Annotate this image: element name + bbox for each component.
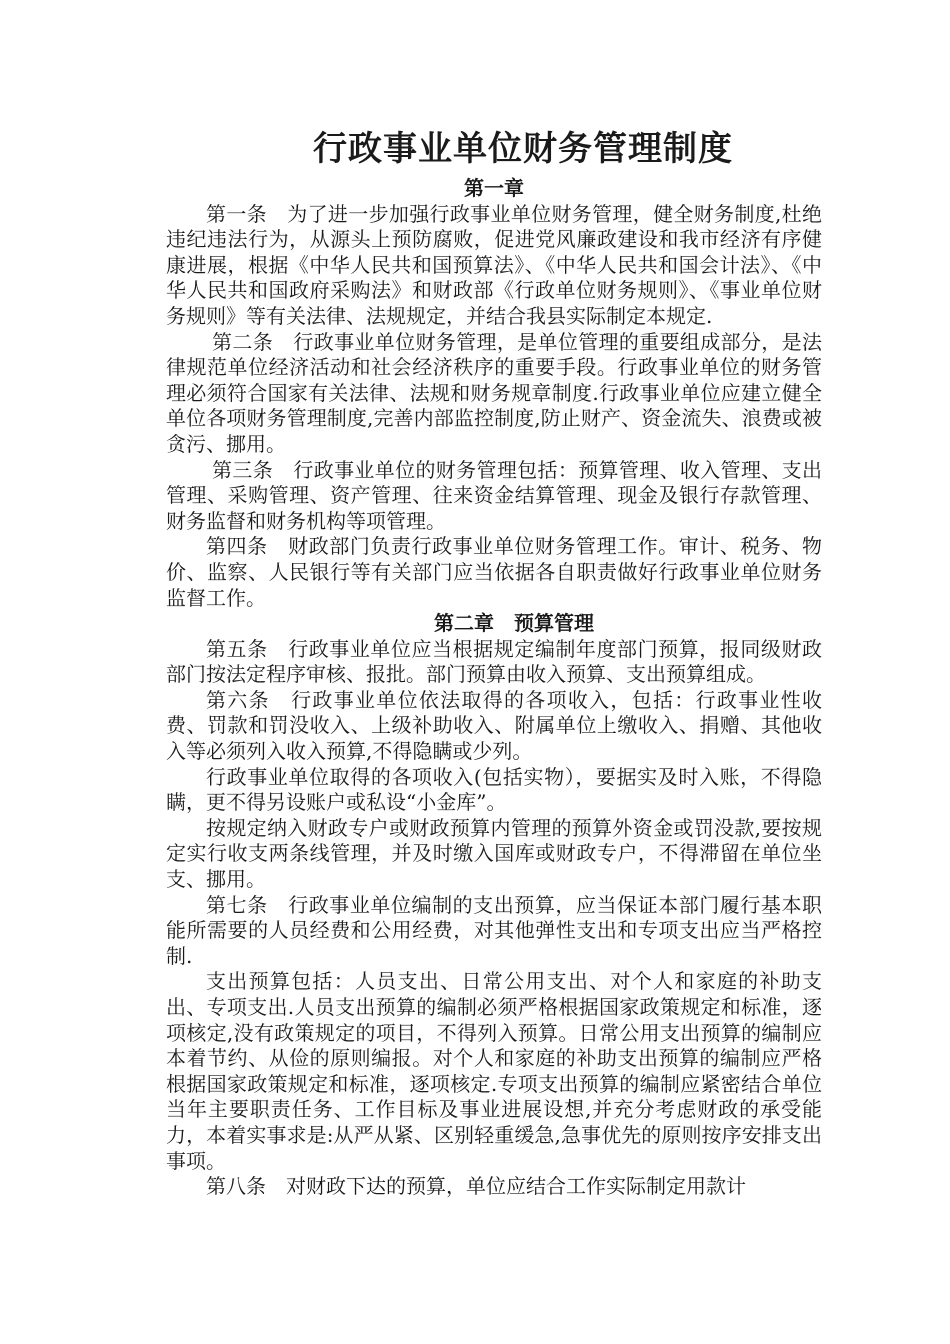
document-page: [166, 126, 822, 1200]
chapter-2-heading: 第二章 预算管理: [434, 611, 594, 636]
chapter-1-heading: 第一章: [464, 176, 524, 200]
article-2: 第二条 行政事业单位财务管理，是单位管理的重要组成部分，是法律规范单位经济活动和社会经济秩序的重要手段。行政事业单位的财务管理必须符合国家有关法律、法规和财务规章制度.行政事业单位应建立健全单位各项财务管理制度,完善内部监控制度,防止财产、资金流失、浪费或被贪污、挪用。: [166, 329, 822, 456]
article-3: 第三条 行政事业单位的财务管理包括：预算管理、收入管理、支出管理、采购管理、资产管理、往来资金结算管理、现金及银行存款管理、财务监督和财务机构等项管理。: [166, 457, 822, 533]
article-6-income-paragraph: 行政事业单位取得的各项收入(包括实物），要据实及时入账，不得隐瞒，更不得另设账户或私设“小金库”。: [166, 764, 822, 815]
article-6-fund-paragraph: 按规定纳入财政专户或财政预算内管理的预算外资金或罚没款,要按规定实行收支两条线管理，并及时缴入国库或财政专户，不得滞留在单位坐支、挪用。: [166, 815, 822, 892]
article-7: 第七条 行政事业单位编制的支出预算，应当保证本部门履行基本职能所需要的人员经费和公用经费，对其他弹性支出和专项支出应当严格控制.: [166, 892, 822, 968]
article-4: 第四条 财政部门负责行政事业单位财务管理工作。审计、税务、物价、监察、人民银行等有关部门应当依据各自职责做好行政事业单位财务监督工作。: [166, 534, 822, 610]
article-8: 第八条 对财政下达的预算，单位应结合工作实际制定用款计: [206, 1174, 746, 1199]
article-5: 第五条 行政事业单位应当根据规定编制年度部门预算，报同级财政部门按法定程序审核、报批。部门预算由收入预算、支出预算组成。: [166, 636, 822, 687]
document-title: 行政事业单位财务管理制度: [313, 129, 733, 169]
article-7-expenditure-paragraph: 支出预算包括：人员支出、日常公用支出、对个人和家庭的补助支出、专项支出.人员支出预算的编制必须严格根据国家政策规定和标准，逐项核定,没有政策规定的项目，不得列入预算。日常公用支出预算的编制应本着节约、从俭的原则编报。对个人和家庭的补助支出预算的编制应严格根据国家政策规定和标准，逐项核定.专项支出预算的编制应紧密结合单位当年主要职责任务、工作目标及事业进展设想,并充分考虑财政的承受能力，本着实事求是:从严从紧、区别轻重缓急,急事优先的原则按序安排支出事项。: [166, 969, 822, 1173]
article-1: 第一条 为了进一步加强行政事业单位财务管理，健全财务制度,杜绝违纪违法行为，从源头上预防腐败，促进党风廉政建设和我市经济有序健康进展，根据《中华人民共和国预算法》、《中华人民共和国会计法》、《中华人民共和国政府采购法》和财政部《行政单位财务规则》、《事业单位财务规则》等有关法律、法规规定，并结合我县实际制定本规定.: [166, 201, 822, 328]
article-6: 第六条 行政事业单位依法取得的各项收入，包括：行政事业性收费、罚款和罚没收入、上级补助收入、附属单位上缴收入、捐赠、其他收入等必须列入收入预算,不得隐瞒或少列。: [166, 687, 822, 764]
